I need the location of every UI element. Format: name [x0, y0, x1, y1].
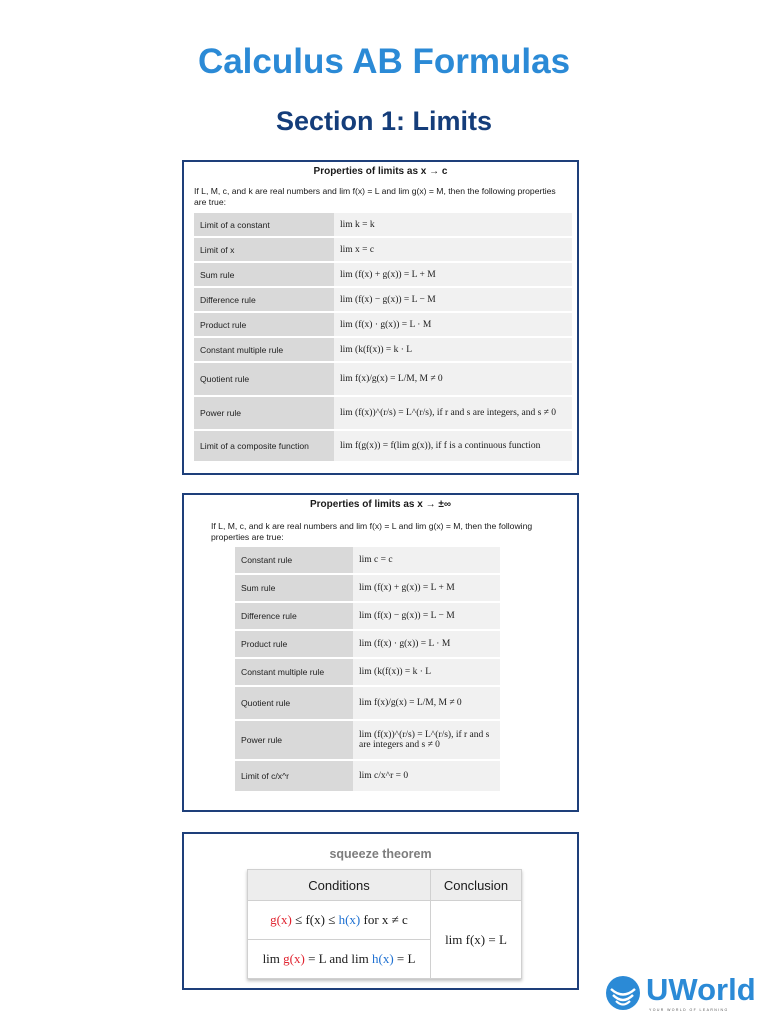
table-row-formula: lim f(x)/g(x) = L/M, M ≠ 0: [353, 687, 500, 719]
table-row-name: Sum rule: [194, 263, 334, 286]
table-row-formula: lim (f(x) · g(x)) = L · M: [334, 313, 572, 336]
limits-at-infinity-box: [182, 493, 579, 812]
conclusion-cell: lim f(x) = L: [431, 901, 522, 979]
table-row-formula: lim c/x^r = 0: [353, 761, 500, 791]
table-row-name: Difference rule: [235, 603, 353, 629]
table-row-name: Constant multiple rule: [235, 659, 353, 685]
table-row-name: Product rule: [235, 631, 353, 657]
box1-table: [194, 211, 572, 463]
table-row-name: Power rule: [235, 721, 353, 759]
conditions-header: Conditions: [248, 870, 431, 901]
box2-heading: Properties of limits as x → ±∞: [310, 499, 451, 510]
squeeze-table: [247, 869, 522, 979]
table-row-formula: lim x = c: [334, 238, 572, 261]
section-title: Section 1: Limits: [275, 106, 493, 136]
table-row-name: Limit of c/x^r: [235, 761, 353, 791]
uworld-logo: [604, 972, 756, 1019]
table-row-formula: lim (f(x) − g(x)) = L − M: [334, 288, 572, 311]
table-row-name: Limit of a composite function: [194, 431, 334, 461]
box2-intro: If L, M, c, and k are real numbers and lim f(x) = L and lim g(x) = M, then the following properties are true:: [211, 521, 533, 542]
table-row-name: Constant rule: [235, 547, 353, 573]
table-row-formula: lim f(x)/g(x) = L/M, M ≠ 0: [334, 363, 572, 395]
table-row-formula: lim (f(x) − g(x)) = L − M: [353, 603, 500, 629]
table-row-formula: lim (f(x) · g(x)) = L · M: [353, 631, 500, 657]
table-row-name: Sum rule: [235, 575, 353, 601]
box1-intro: If L, M, c, and k are real numbers and lim f(x) = L and lim g(x) = M, then the following properties are true:: [194, 186, 556, 207]
logo-wordmark: UWorld: [646, 972, 756, 1007]
limits-at-c-box: [182, 160, 579, 475]
condition-inequality: g(x) ≤ f(x) ≤ h(x) for x ≠ c: [248, 901, 431, 940]
document-title: Calculus AB Formulas: [197, 42, 571, 81]
table-row-formula: lim (f(x))^(r/s) = L^(r/s), if r and s are integers and s ≠ 0: [353, 721, 500, 759]
table-row-formula: lim (f(x))^(r/s) = L^(r/s), if r and s are integers, and s ≠ 0: [334, 397, 572, 429]
table-row-formula: lim (k(f(x)) = k · L: [334, 338, 572, 361]
table-row-name: Limit of x: [194, 238, 334, 261]
table-row-name: Constant multiple rule: [194, 338, 334, 361]
conclusion-header: Conclusion: [431, 870, 522, 901]
squeeze-heading: squeeze theorem: [329, 847, 432, 861]
table-row-name: Difference rule: [194, 288, 334, 311]
table-row-formula: lim (f(x) + g(x)) = L + M: [353, 575, 500, 601]
box1-heading: Properties of limits as x → c: [313, 166, 448, 177]
table-row-formula: lim (k(f(x)) = k · L: [353, 659, 500, 685]
table-row-name: Power rule: [194, 397, 334, 429]
table-row-name: Product rule: [194, 313, 334, 336]
logo-tagline: YOUR WORLD OF LEARNING: [649, 1008, 729, 1012]
table-row-name: Quotient rule: [235, 687, 353, 719]
condition-limits: lim g(x) = L and lim h(x) = L: [248, 940, 431, 979]
box2-table: [235, 545, 500, 793]
table-row-name: Quotient rule: [194, 363, 334, 395]
squeeze-theorem-box: [182, 832, 579, 990]
table-row-formula: lim k = k: [334, 213, 572, 236]
table-row-name: Limit of a constant: [194, 213, 334, 236]
table-row-formula: lim c = c: [353, 547, 500, 573]
table-row-formula: lim f(g(x)) = f(lim g(x)), if f is a continuous function: [334, 431, 572, 461]
table-row-formula: lim (f(x) + g(x)) = L + M: [334, 263, 572, 286]
globe-icon: [604, 974, 642, 1012]
